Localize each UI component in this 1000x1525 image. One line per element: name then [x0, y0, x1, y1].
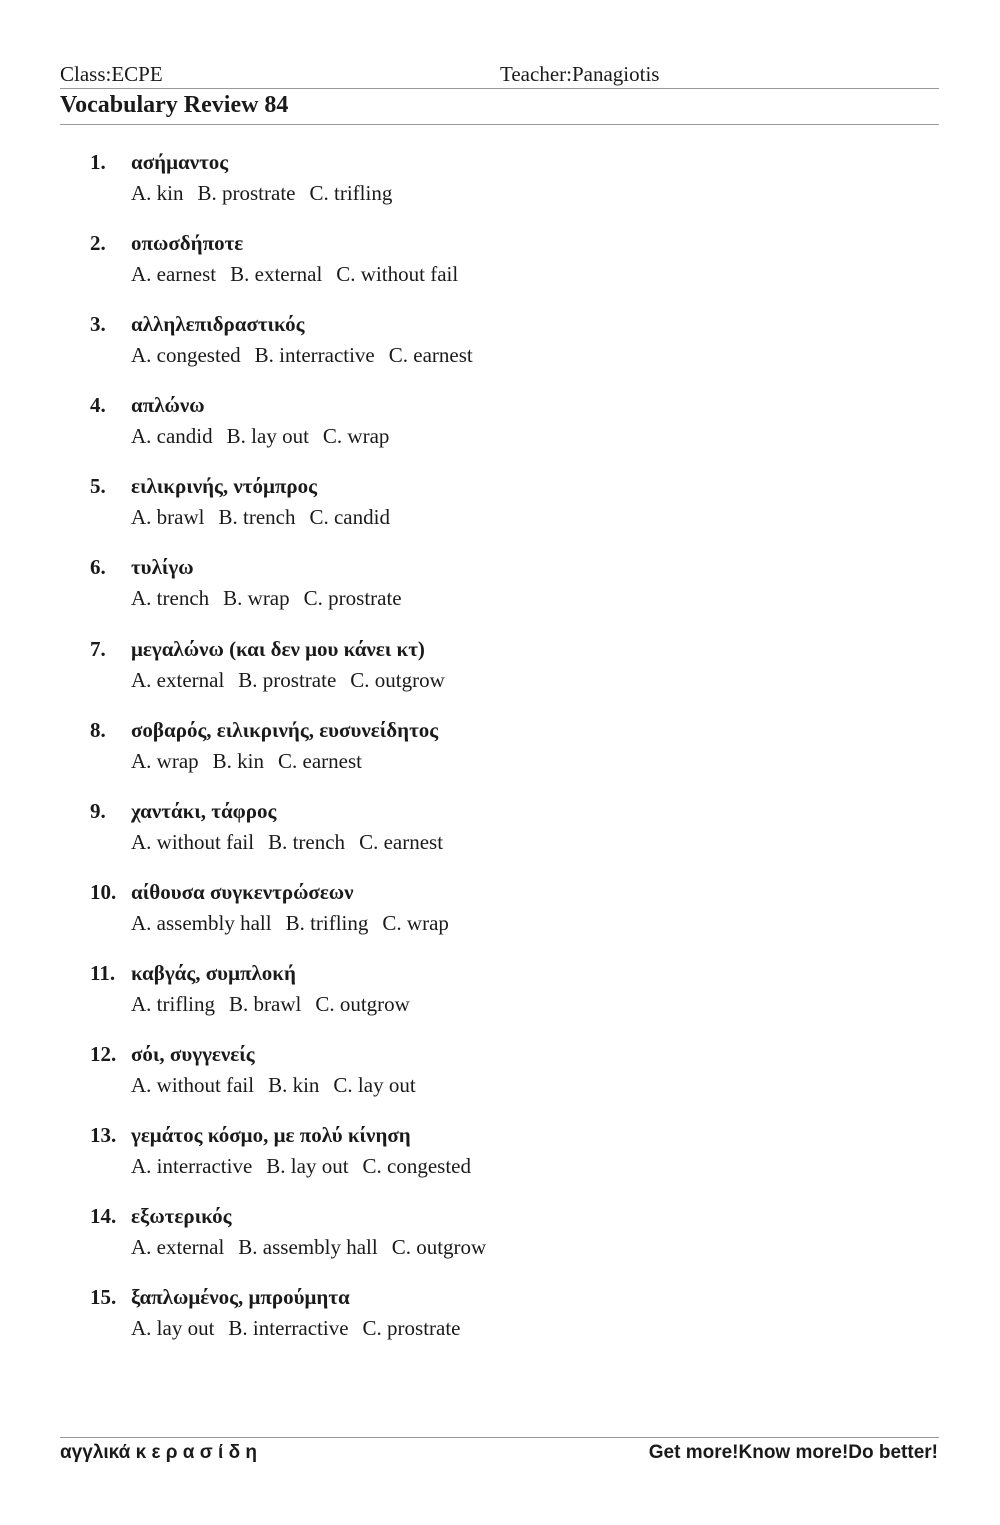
class-label: Class:ECPE — [60, 62, 163, 86]
worksheet-header — [60, 62, 939, 89]
answer-options — [131, 911, 463, 936]
question-term: ασήμαντος — [131, 150, 229, 174]
question-item — [0, 961, 1000, 1042]
question-item — [0, 718, 1000, 799]
answer-option[interactable]: C. congested — [362, 1154, 472, 1179]
question-item — [0, 637, 1000, 718]
question-item — [0, 474, 1000, 555]
question-number: 14. — [90, 1204, 117, 1229]
question-item — [0, 555, 1000, 636]
answer-options — [131, 1073, 430, 1098]
question-term: σόι, συγγενείς — [131, 1042, 255, 1067]
question-term: ειλικρινής, ντόμπρος — [131, 474, 317, 499]
answer-options — [131, 262, 472, 287]
question-number: 6. — [90, 555, 106, 580]
footer-slogan: Get more!Know more!Do better! — [648, 1442, 938, 1463]
answer-option[interactable]: C. earnest — [278, 748, 362, 773]
question-number: 3. — [90, 312, 106, 337]
answer-option[interactable]: B. brawl — [229, 991, 302, 1016]
question-list — [0, 150, 1000, 1366]
answer-option[interactable]: A. earnest — [131, 262, 217, 287]
answer-option[interactable]: C. outgrow — [391, 1235, 487, 1260]
answer-options — [131, 343, 487, 368]
answer-option[interactable]: B. prostrate — [238, 667, 337, 692]
question-item — [0, 1123, 1000, 1204]
answer-option[interactable]: B. lay out — [226, 424, 309, 449]
answer-option[interactable]: B. interractive — [254, 343, 375, 368]
question-item — [0, 150, 1000, 231]
answer-option[interactable]: B. assembly hall — [238, 1235, 378, 1260]
answer-option[interactable]: B. interractive — [228, 1316, 349, 1341]
answer-option[interactable]: B. trench — [218, 505, 296, 530]
answer-option[interactable]: A. lay out — [131, 1316, 215, 1341]
answer-option[interactable]: A. interractive — [131, 1154, 253, 1179]
answer-option[interactable]: B. lay out — [266, 1154, 349, 1179]
question-number: 11. — [90, 960, 116, 985]
answer-option[interactable]: C. candid — [309, 505, 390, 530]
question-term: αλληλεπιδραστικός — [131, 312, 305, 337]
answer-option[interactable]: A. trifling — [131, 991, 215, 1016]
footer-brand: αγγλικά κ ε ρ α σ ί δ η — [60, 1442, 257, 1463]
answer-option[interactable]: C. prostrate — [303, 586, 402, 611]
answer-option[interactable]: C. earnest — [388, 343, 473, 368]
answer-option[interactable]: A. external — [131, 1235, 225, 1260]
question-number: 9. — [90, 798, 106, 823]
footer-divider — [60, 1437, 939, 1438]
answer-option[interactable]: C. trifling — [309, 181, 393, 205]
question-item — [0, 1204, 1000, 1285]
answer-options — [131, 1316, 475, 1341]
question-term: αίθουσα συγκεντρώσεων — [131, 879, 354, 904]
question-term: καβγάς, συμπλοκή — [131, 960, 296, 985]
answer-option[interactable]: C. wrap — [322, 424, 390, 449]
answer-option[interactable]: B. wrap — [223, 586, 290, 611]
question-term: οπωσδήποτε — [131, 231, 244, 256]
question-number: 7. — [90, 636, 106, 661]
answer-option[interactable]: B. external — [230, 262, 323, 287]
answer-option[interactable]: A. wrap — [131, 748, 199, 773]
answer-option[interactable]: A. without fail — [131, 829, 255, 854]
question-term: εξωτερικός — [131, 1204, 232, 1229]
answer-option[interactable]: C. outgrow — [350, 667, 445, 692]
answer-option[interactable]: A. congested — [131, 343, 241, 368]
answer-option[interactable]: B. kin — [212, 748, 264, 773]
teacher-label: Teacher:Panagiotis — [500, 62, 660, 86]
answer-options — [131, 505, 404, 530]
question-number: 1. — [90, 150, 106, 174]
answer-option[interactable]: C. earnest — [359, 829, 444, 854]
answer-option[interactable]: A. without fail — [131, 1073, 255, 1098]
answer-option[interactable]: A. external — [131, 667, 225, 692]
question-item — [0, 1285, 1000, 1366]
question-number: 13. — [90, 1123, 117, 1148]
question-number: 15. — [90, 1285, 117, 1310]
answer-option[interactable]: C. wrap — [382, 910, 449, 935]
answer-option[interactable]: B. kin — [268, 1073, 320, 1098]
answer-options — [131, 749, 376, 774]
answer-option[interactable]: A. kin — [131, 181, 184, 205]
answer-options — [131, 830, 457, 855]
answer-options — [131, 668, 459, 693]
answer-option[interactable]: C. lay out — [333, 1073, 416, 1098]
question-term: σοβαρός, ειλικρινής, ευσυνείδητος — [131, 717, 439, 742]
answer-option[interactable]: C. prostrate — [362, 1316, 461, 1341]
question-term: γεμάτος κόσμο, με πολύ κίνηση — [131, 1123, 411, 1148]
answer-option[interactable]: B. trifling — [285, 910, 369, 935]
answer-options — [131, 586, 416, 611]
question-term: ξαπλωμένος, μπρούμητα — [131, 1285, 350, 1310]
question-term: απλώνω — [131, 393, 205, 418]
question-item — [0, 231, 1000, 312]
answer-option[interactable]: C. without fail — [336, 262, 459, 287]
question-item — [0, 393, 1000, 474]
answer-options — [131, 1154, 485, 1179]
answer-options — [131, 1235, 500, 1260]
question-number: 4. — [90, 393, 106, 418]
question-term: μεγαλώνω (και δεν μου κάνει κτ) — [131, 636, 425, 661]
answer-option[interactable]: B. trench — [268, 829, 346, 854]
answer-option[interactable]: A. brawl — [131, 505, 205, 530]
question-number: 2. — [90, 231, 106, 256]
answer-option[interactable]: B. prostrate — [197, 181, 296, 205]
question-item — [0, 1042, 1000, 1123]
question-number: 10. — [90, 879, 117, 904]
question-term: χαντάκι, τάφρος — [131, 798, 277, 823]
answer-options — [131, 992, 424, 1017]
answer-option[interactable]: C. outgrow — [315, 991, 410, 1016]
answer-options — [131, 424, 403, 449]
answer-option[interactable]: A. assembly hall — [131, 910, 272, 935]
answer-option[interactable]: A. candid — [131, 424, 213, 449]
question-term: τυλίγω — [131, 555, 194, 580]
question-item — [0, 799, 1000, 880]
question-item — [0, 880, 1000, 961]
answer-option[interactable]: A. trench — [131, 586, 210, 611]
question-number: 12. — [90, 1042, 117, 1067]
page-title: Vocabulary Review 84 — [60, 92, 939, 125]
question-number: 5. — [90, 474, 106, 499]
answer-options — [131, 181, 406, 206]
question-number: 8. — [90, 717, 106, 742]
question-item — [0, 312, 1000, 393]
